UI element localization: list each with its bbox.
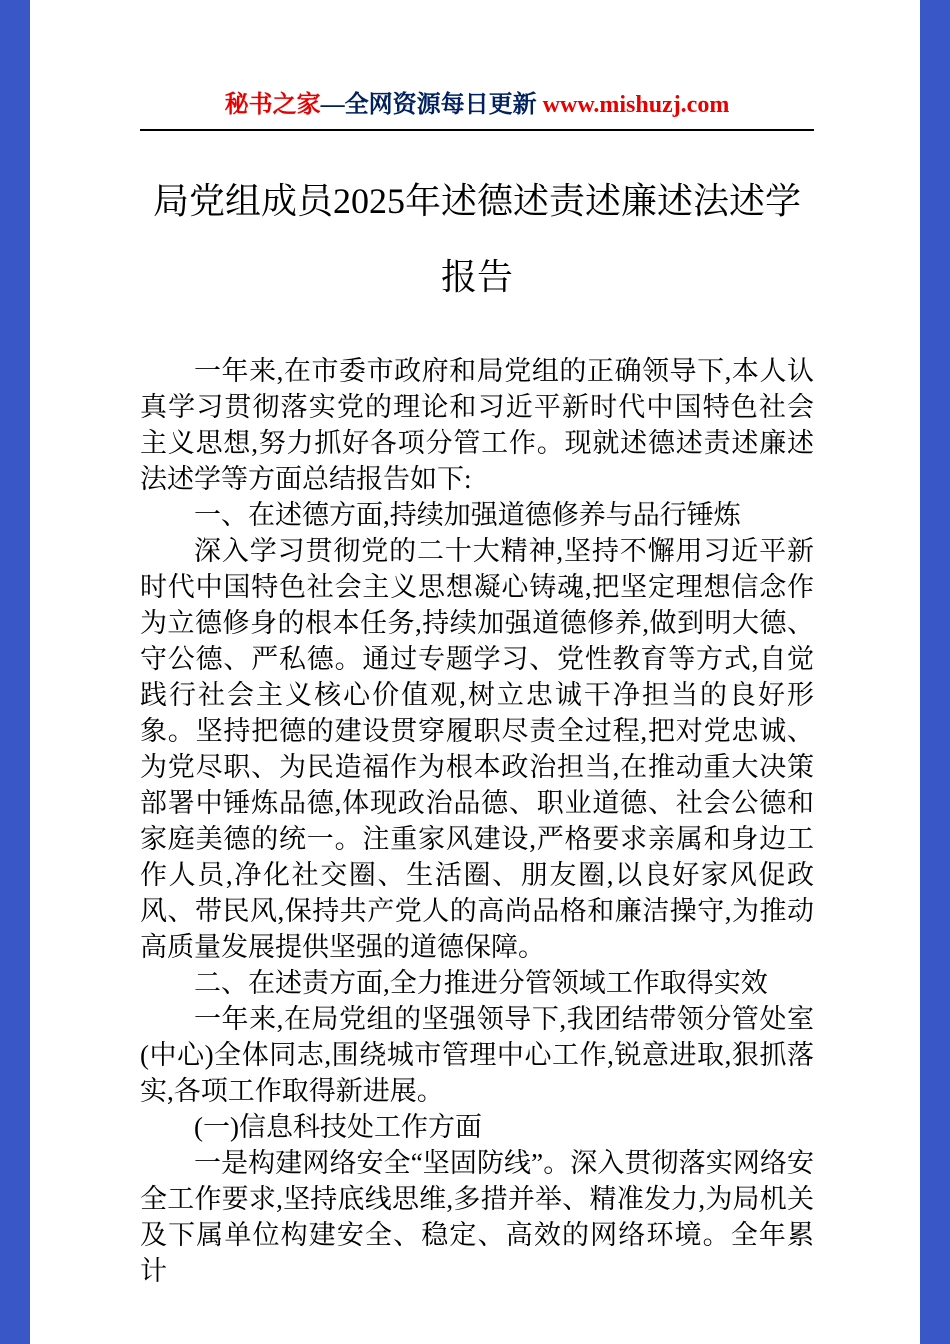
subsection-1-body: 一是构建网络安全“坚固防线”。深入贯彻落实网络安全工作要求,坚持底线思维,多措并举、精准发力,为局机关及下属单位构建安全、稳定、高效的网络环境。全年累计 <box>140 1148 814 1286</box>
subsection-1-heading: (一)信息科技处工作方面 <box>194 1112 482 1142</box>
section-2-body: 一年来,在局党组的坚强领导下,我团结带领分管处室(中心)全体同志,围绕城市管理中心工作,锐意进取,狠抓落实,各项工作取得新进展。 <box>140 1004 814 1106</box>
site-tagline: —全网资源每日更新 <box>320 92 543 118</box>
site-url: www.mishuzj.com <box>542 92 730 118</box>
site-header <box>140 90 814 120</box>
document-title-line1: 局党组成员2025年述德述责述廉述法述学 <box>152 181 801 221</box>
section-2-heading: 二、在述责方面,全力推进分管领域工作取得实效 <box>194 968 768 998</box>
document-page <box>30 0 920 1344</box>
right-margin-band <box>920 0 950 1344</box>
left-margin-band <box>0 0 30 1344</box>
document-body <box>140 353 814 1289</box>
section-1-body: 深入学习贯彻党的二十大精神,坚持不懈用习近平新时代中国特色社会主义思想凝心铸魂,把坚定理想信念作为立德修身的根本任务,持续加强道德修养,做到明大德、守公德、严私德。通过专题学习、党性教育等方式,自觉践行社会主义核心价值观,树立忠诚干净担当的良好形象。坚持把德的建设贯穿履职尽责全过程,把对党忠诚、为党尽职、为民造福作为根本政治担当,在推动重大决策部署中锤炼品德,体现政治品德、职业道德、社会公德和家庭美德的统一。注重家风建设,严格要求亲属和身边工作人员,净化社交圈、生活圈、朋友圈,以良好家风促政风、带民风,保持共产党人的高尚品格和廉洁操守,为推动高质量发展提供坚强的道德保障。 <box>140 536 814 962</box>
document-title <box>140 163 814 315</box>
header-divider <box>140 129 814 131</box>
section-1-heading: 一、在述德方面,持续加强道德修养与品行锤炼 <box>194 500 741 530</box>
opening-paragraph: 一年来,在市委市政府和局党组的正确领导下,本人认真学习贯彻落实党的理论和习近平新时代中国特色社会主义思想,努力抓好各项分管工作。现就述德述责述廉述法述学等方面总结报告如下: <box>140 356 814 494</box>
document-title-line2: 报告 <box>440 257 513 297</box>
site-brand: 秘书之家 <box>224 92 321 118</box>
